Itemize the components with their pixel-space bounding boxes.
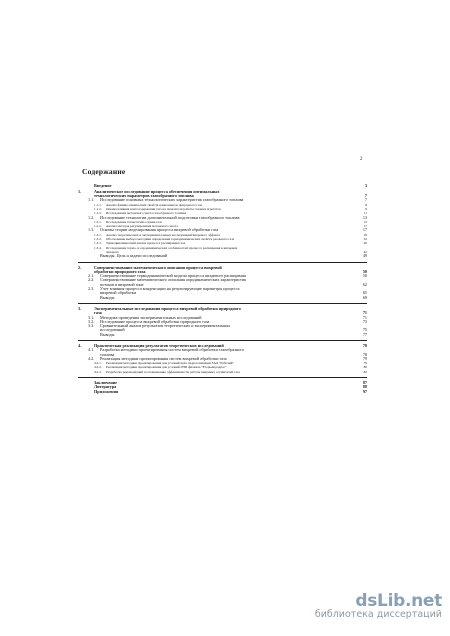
toc-entry-title: Исследование метанового числа газообразного топлива [106,211,187,216]
toc-entry-page: 40 [363,241,367,246]
toc-entry-page: 50 [362,268,367,274]
toc-entry [78,296,367,300]
toc-entry-number: 1.1. [88,197,95,203]
toc-entry-title: Экспериментальные исследования процесса вихревой обработки природного [94,305,241,311]
toc-entry-number: 4.2. [88,355,95,361]
toc-entry-page: 79 [362,355,367,361]
toc-entry-title: Заключение [94,380,118,386]
toc-title: Содержание [82,167,126,176]
toc-entry-title: Выводы. Цель и задачи исследований [100,253,168,259]
toc-entry-title: обработки природного газа [94,268,146,274]
toc-entry-page: 88 [362,384,367,390]
toc-entry-page: 18 [363,232,367,237]
page-number: 2 [360,157,363,162]
toc-entry-page: 78 [362,351,367,357]
toc-section [78,266,367,300]
toc-entry-page: 32 [363,237,367,242]
toc-entry-title: Исследование технологий осушки газа [106,219,163,224]
toc-entry-title: Выводы [100,294,115,300]
toc-entry-title: исследований [100,327,125,333]
toc-entry-title: Анализ физико-химических свойств компонентов природного газа [106,202,203,207]
toc-entry-page: 7 [364,197,367,203]
toc-entry-number: 1.1.1. [94,202,102,207]
toc-entry-page: 49 [362,253,367,259]
toc-entry-page: 87 [362,380,367,386]
toc-entry [78,370,367,374]
toc-entry-number: 4.1. [88,347,95,353]
toc-entry-title: газа [94,310,102,316]
toc-entry-page: 82 [363,369,367,374]
toc-entry-page: 9 [365,206,367,211]
toc-entry-title: Приложения [94,388,119,394]
toc-entry-page: 13 [363,219,367,224]
toc-entry-page: 78 [362,343,367,348]
toc-entry [78,390,367,394]
toc-entry-title: Литература [94,384,117,390]
toc-entry-page: 17 [363,224,367,229]
toc-entry-page: 7 [364,193,367,199]
section-divider [78,340,367,341]
toc-entry-title: Разработка методики проектирования систем вихревой обработки газообразного [100,347,245,353]
toc-entry-title: Совершенствование термодинамической модели процесса вихревого расширения [100,273,246,279]
toc-entry-number: 1.2.1. [94,219,102,224]
toc-entry-title: Оценка влияния влагосодержания газа на показатели работы газовых агрегатов [106,206,221,211]
toc-entry-title: Термодинамический анализ процесса расширения газа [106,241,186,246]
toc-entry-title: Реализация методики проектирования для условий цеха гидрогенизации ЗАО "Рабочий" [106,361,234,366]
toc-entry [78,254,367,258]
toc-entry-page: 8 [365,202,367,207]
toc-entry-page: 3 [364,183,367,188]
toc-entry-title: Методика проведения экспериментальных исследований [100,314,202,320]
toc-entry-title: Сравнительный анализ результатов теоретических и экспериментальных [100,323,231,329]
toc-entry-title: Аналитическое исследование процесса обеспечения оптимальных [94,188,220,194]
toc-entry-number: 2. [78,264,82,270]
toc-entry-number: 4.2.2. [94,365,102,370]
table-of-contents [78,184,367,394]
toc-entry-title: Выводы [100,331,115,337]
toc-entry-title: Анализ теоретических и экспериментальных исследований вихревого эффекта [106,232,221,237]
toc-entry-title: Анализ методов регулирования метанового числа [106,224,178,229]
toc-entry-page: 71 [362,314,367,320]
watermark [315,591,442,620]
toc-entry-number: 4.2.3. [94,369,102,374]
toc-entry-page: 97 [362,388,367,394]
toc-entry-title: Реализация методики проектирования систем вихревой обработки газа [100,355,227,361]
toc-entry-number: 1.1.2. [94,206,102,211]
toc-entry-number: 2.1. [88,273,95,279]
toc-entry-title: технологических параметров газообразного топлива [94,193,194,199]
toc-entry-number: 4. [78,343,82,348]
toc-entry-title: Исследование основных технологических характеристик газообразного топлива [100,197,244,203]
toc-entry-number: 4.2.1. [94,361,102,366]
toc-entry-title: Совершенствование математического описания аэродинамических характеристик [100,277,247,283]
section-divider [78,377,367,378]
toc-entry-number: 1.3. [88,227,95,233]
toc-entry-page: 71 [362,310,367,316]
watermark-subtitle: библиотека диссертаций [314,609,442,620]
toc-entry-number: 2.3. [88,286,95,292]
toc-entry-title: Реализация методики проектирования для условий ГНП филиала "Егорьевградёос" [106,365,227,370]
toc-entry-page: 77 [362,331,367,337]
toc-entry-page: 42 [363,249,367,254]
toc-entry-number: 3.2. [88,318,95,324]
toc-section [78,307,367,337]
toc-entry-title: Учет влияния процесса конденсации на результирующие параметры процесса [100,286,240,292]
toc-section [78,344,367,374]
toc-entry-number: 1.2.2. [94,224,102,229]
toc-entry-number: 3.3. [88,323,95,329]
toc-entry-title: Введение [94,183,112,188]
toc-entry-title: Разработка рекомендаций по повышению эффективности работы вихревых осушителей газа [106,369,240,374]
toc-entry-page: 69 [362,294,367,300]
toc-entry-number: 3.1. [88,314,95,320]
toc-entry-title: Основы теории моделирования процесса вихревой обработки газа [100,227,219,233]
toc-entry-title: Обоснование выбора методики определения термодинамических свойств реального газа [106,237,235,242]
toc-entry-number: 1.1.3. [94,211,102,216]
toc-entry-page: 79 [363,361,367,366]
toc-entry [78,184,367,188]
toc-entry-page: 65 [362,290,367,296]
toc-entry-number: 1.2. [88,214,95,220]
toc-entry-page: 75 [362,327,367,333]
toc-entry-number: 3. [78,305,82,311]
section-divider [78,262,367,263]
section-divider [78,303,367,304]
toc-section [78,184,367,259]
toc-entry-title: топлива [100,351,115,357]
toc-section [78,381,367,394]
toc-entry-number: 1. [78,188,82,194]
toc-entry-title: Практическая реализация результатов теоретических исследований [94,343,224,348]
toc-entry-number: 1.3.3. [94,241,102,246]
toc-entry-title: аппарате [106,249,119,254]
toc-entry-number: 1.3.4. [94,245,102,250]
toc-entry-title: Исследование термо- и аэродинамических особенностей процесса расширения в вихревом [106,245,238,250]
toc-entry-page: 11 [363,211,367,216]
toc-entry-title: потоков в вихревой зоне [100,281,144,287]
toc-entry [78,333,367,337]
toc-entry-number: 1.3.1. [94,232,102,237]
toc-entry-title: вихревой обработки [100,290,137,296]
toc-entry-title: Совершенствование математического описания процесса вихревой [94,264,222,270]
toc-entry-title: Исследование процесса вихревой обработки природного газа [100,318,210,324]
toc-entry-page: 17 [362,227,367,233]
toc-entry-page: 62 [362,281,367,287]
toc-entry-page: 73 [362,318,367,324]
watermark-logo: dsLib.net [355,591,442,611]
toc-entry-number: 2.2. [88,277,95,283]
toc-entry-title: Исследование технологии дополнительной подготовки газообразного топлива [100,214,240,220]
toc-entry-page: 80 [363,365,367,370]
toc-entry-number: 1.3.2. [94,237,102,242]
toc-entry-page: 13 [362,214,367,220]
toc-entry-page: 50 [362,273,367,279]
